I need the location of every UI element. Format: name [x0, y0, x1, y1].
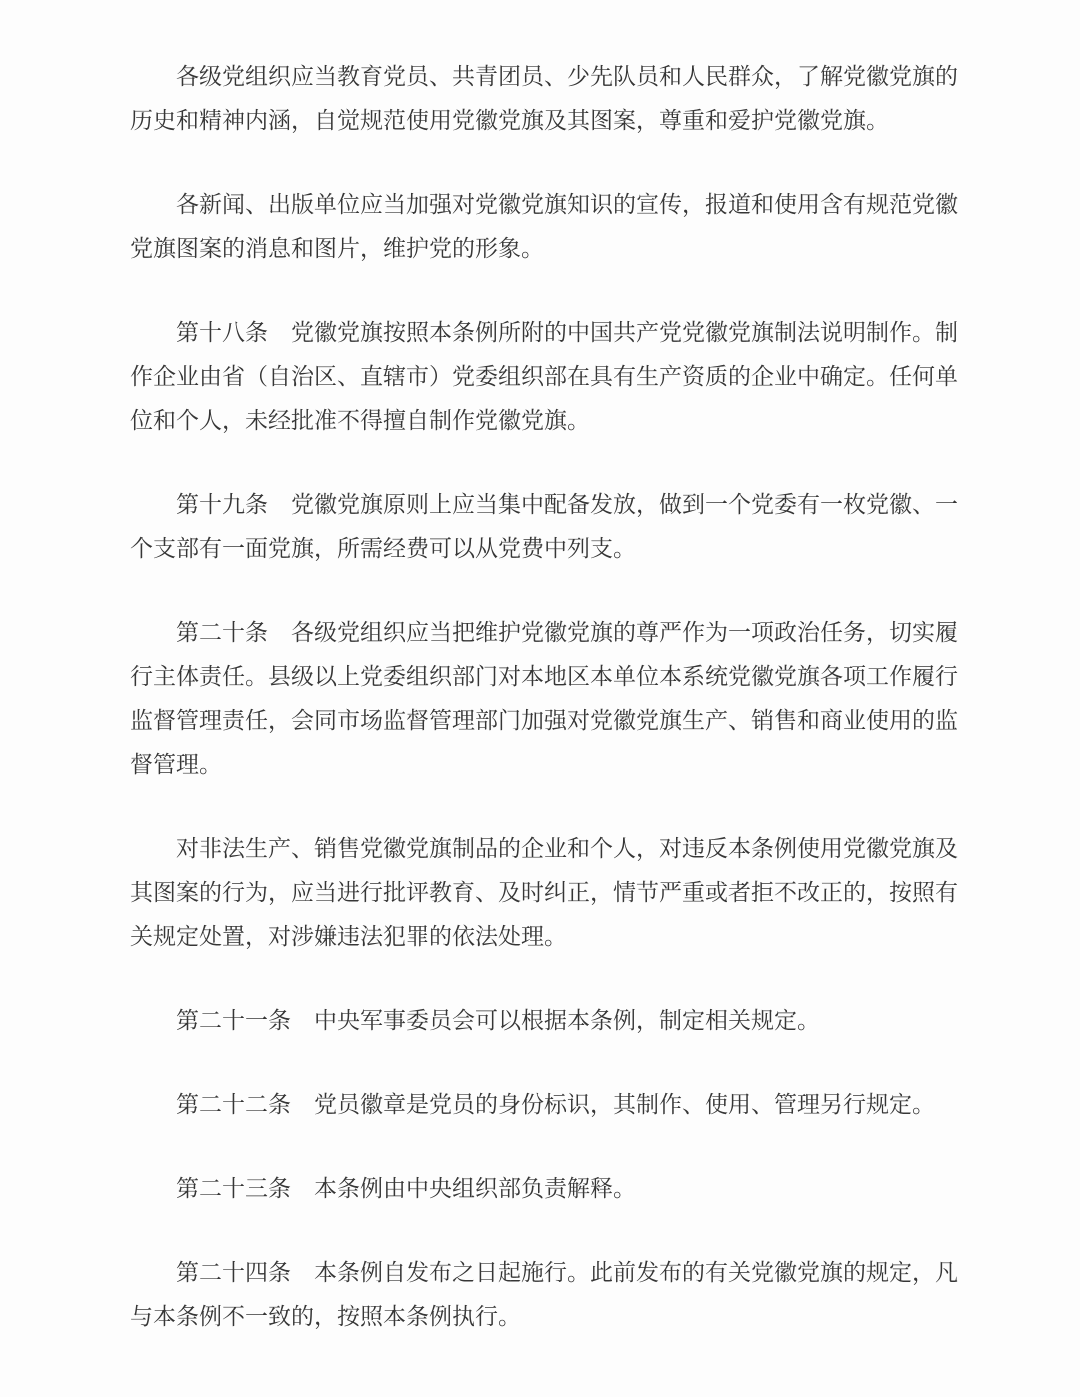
article-paragraph-article-23: 第二十三条 本条例由中央组织部负责解释。 [176, 1175, 636, 1201]
document-text-block [130, 54, 958, 1338]
article-paragraph-article-24: 第二十四条 本条例自发布之日起施行。此前发布的有关党徽党旗的规定，凡与本条例不一致的，按照本条例执行。 [130, 1259, 958, 1329]
article-paragraph: 各级党组织应当教育党员、共青团员、少先队员和人民群众，了解党徽党旗的历史和精神内涵，自觉规范使用党徽党旗及其图案，尊重和爱护党徽党旗。 [130, 63, 958, 133]
article-paragraph-article-20: 第二十条 各级党组织应当把维护党徽党旗的尊严作为一项政治任务，切实履行主体责任。县级以上党委组织部门对本地区本单位本系统党徽党旗各项工作履行监督管理责任，会同市场监督管理部门加强对党徽党旗生产、销售和商业使用的监督管理。 [130, 619, 958, 777]
article-paragraph-article-18: 第十八条 党徽党旗按照本条例所附的中国共产党党徽党旗制法说明制作。制作企业由省（自治区、直辖市）党委组织部在具有生产资质的企业中确定。任何单位和个人，未经批准不得擅自制作党徽党旗。 [130, 319, 958, 433]
article-paragraph-article-19: 第十九条 党徽党旗原则上应当集中配备发放，做到一个党委有一枚党徽、一个支部有一面党旗，所需经费可以从党费中列支。 [130, 491, 958, 561]
article-paragraph: 对非法生产、销售党徽党旗制品的企业和个人，对违反本条例使用党徽党旗及其图案的行为，应当进行批评教育、及时纠正，情节严重或者拒不改正的，按照有关规定处置，对涉嫌违法犯罪的依法处理。 [130, 835, 958, 949]
article-paragraph-article-21: 第二十一条 中央军事委员会可以根据本条例，制定相关规定。 [176, 1007, 820, 1033]
article-paragraph-article-22: 第二十二条 党员徽章是党员的身份标识，其制作、使用、管理另行规定。 [176, 1091, 935, 1117]
article-paragraph: 各新闻、出版单位应当加强对党徽党旗知识的宣传，报道和使用含有规范党徽党旗图案的消息和图片，维护党的形象。 [130, 191, 958, 261]
